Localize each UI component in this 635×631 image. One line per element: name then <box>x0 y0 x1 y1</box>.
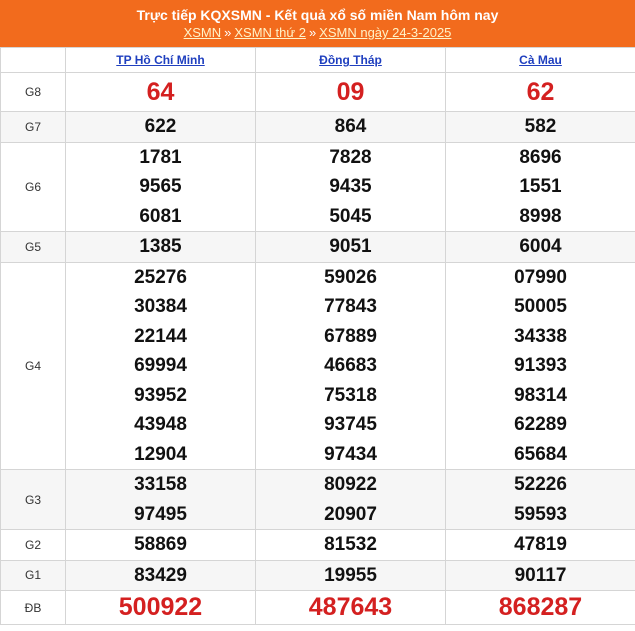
prize-number: 868287 <box>498 593 583 621</box>
prize-number: 64 <box>146 77 175 106</box>
results-header <box>0 0 635 47</box>
prize-number: 59026 <box>324 266 377 288</box>
prize-row-2 <box>1 142 635 232</box>
prize-number: 52226 <box>514 474 567 495</box>
prize-number: 75318 <box>324 384 377 406</box>
prize-number: 12904 <box>134 443 187 465</box>
prize-cell <box>446 470 635 530</box>
prize-cell <box>66 142 256 232</box>
prize-number: 97495 <box>134 503 187 525</box>
prize-number: 62289 <box>514 414 567 435</box>
breadcrumb-separator: » <box>308 25 317 40</box>
prize-number: 864 <box>334 116 367 137</box>
table-header-row <box>1 48 635 73</box>
prize-number: 34338 <box>514 325 567 347</box>
prize-row-4 <box>1 262 635 470</box>
prize-number: 83429 <box>134 564 187 586</box>
prize-label: G1 <box>1 560 66 591</box>
prize-row-5 <box>1 470 635 530</box>
province-header <box>256 48 446 73</box>
lottery-results-table <box>0 47 635 625</box>
prize-cell <box>66 262 256 470</box>
corner-cell <box>1 48 66 73</box>
prize-cell <box>256 73 446 112</box>
prize-label: G5 <box>1 232 66 263</box>
prize-number: 25276 <box>134 266 187 288</box>
prize-number: 93952 <box>134 384 187 406</box>
prize-number: 69994 <box>134 355 187 376</box>
prize-number: 09 <box>336 77 365 106</box>
prize-number: 19955 <box>324 564 377 586</box>
prize-row-3 <box>1 232 635 263</box>
prize-number: 33158 <box>134 474 187 495</box>
prize-row-7 <box>1 560 635 591</box>
prize-cell <box>66 530 256 561</box>
prize-row-6 <box>1 530 635 561</box>
prize-row-0 <box>1 73 635 112</box>
prize-cell <box>256 591 446 625</box>
prize-number: 5045 <box>329 205 372 227</box>
prize-number: 59593 <box>514 503 567 525</box>
prize-number: 58869 <box>134 534 187 555</box>
prize-cell <box>66 560 256 591</box>
prize-cell <box>256 262 446 470</box>
breadcrumb-link-xsmn[interactable]: XSMN <box>183 25 222 40</box>
prize-number: 7828 <box>329 146 372 168</box>
prize-number: 93745 <box>324 414 377 435</box>
prize-number: 47819 <box>514 534 567 555</box>
prize-number: 8998 <box>519 205 562 227</box>
prize-number: 91393 <box>514 355 567 376</box>
breadcrumb-link-xsmn-weekday[interactable]: XSMN thứ 2 <box>234 25 306 40</box>
prize-number: 43948 <box>134 414 187 435</box>
prize-cell <box>446 530 635 561</box>
page-title: Trực tiếp KQXSMN - Kết quả xổ số miền Nam hôm nay <box>136 7 499 23</box>
prize-number: 1385 <box>139 236 182 257</box>
prize-number: 1551 <box>519 176 562 197</box>
prize-cell <box>446 232 635 263</box>
prize-number: 81532 <box>324 534 377 555</box>
prize-number: 20907 <box>324 503 377 525</box>
province-link-dong-thap[interactable]: Đồng Tháp <box>319 53 382 67</box>
prize-label: G7 <box>1 112 66 143</box>
prize-label: G6 <box>1 142 66 232</box>
breadcrumb-link-xsmn-date[interactable]: XSMN ngày 24-3-2025 <box>319 25 452 40</box>
prize-cell <box>256 112 446 143</box>
prize-label: G3 <box>1 470 66 530</box>
prize-number: 07990 <box>514 266 567 288</box>
breadcrumb-separator: » <box>224 25 232 40</box>
province-link-hcm[interactable]: TP Hồ Chí Minh <box>116 53 205 67</box>
prize-number: 30384 <box>134 296 187 317</box>
prize-cell <box>66 470 256 530</box>
prize-row-8 <box>1 591 635 625</box>
prize-label: G4 <box>1 262 66 470</box>
prize-cell <box>446 112 635 143</box>
prize-cell <box>446 142 635 232</box>
prize-number: 500922 <box>118 593 203 621</box>
prize-cell <box>256 232 446 263</box>
prize-number: 90117 <box>514 564 567 586</box>
prize-number: 6081 <box>139 205 182 227</box>
prize-label: G2 <box>1 530 66 561</box>
prize-number: 487643 <box>308 593 393 621</box>
prize-cell <box>256 560 446 591</box>
prize-cell <box>446 591 635 625</box>
province-header <box>446 48 635 73</box>
prize-cell <box>66 591 256 625</box>
prize-number: 8696 <box>519 146 562 168</box>
prize-number: 9051 <box>329 236 372 257</box>
prize-number: 1781 <box>139 146 182 168</box>
prize-number: 77843 <box>324 296 377 317</box>
prize-number: 50005 <box>514 296 567 317</box>
prize-number: 6004 <box>519 236 562 257</box>
prize-number: 80922 <box>324 474 377 495</box>
prize-cell <box>446 262 635 470</box>
prize-number: 622 <box>144 116 177 137</box>
prize-number: 582 <box>524 116 557 137</box>
prize-cell <box>66 232 256 263</box>
prize-number: 65684 <box>514 443 567 465</box>
prize-cell <box>256 530 446 561</box>
prize-cell <box>446 73 635 112</box>
prize-number: 46683 <box>324 355 377 376</box>
prize-label: G8 <box>1 73 66 112</box>
province-header <box>66 48 256 73</box>
prize-number: 97434 <box>324 443 377 465</box>
prize-cell <box>446 560 635 591</box>
prize-number: 62 <box>526 77 555 106</box>
prize-number: 98314 <box>514 384 567 406</box>
prize-cell <box>256 470 446 530</box>
prize-number: 9565 <box>139 176 182 197</box>
prize-number: 67889 <box>324 325 377 347</box>
prize-label: ĐB <box>1 591 66 625</box>
prize-cell <box>256 142 446 232</box>
prize-cell <box>66 73 256 112</box>
breadcrumb <box>0 24 635 42</box>
prize-row-1 <box>1 112 635 143</box>
prize-number: 22144 <box>134 325 187 347</box>
prize-number: 9435 <box>329 176 372 197</box>
province-link-ca-mau[interactable]: Cà Mau <box>519 53 562 67</box>
prize-cell <box>66 112 256 143</box>
